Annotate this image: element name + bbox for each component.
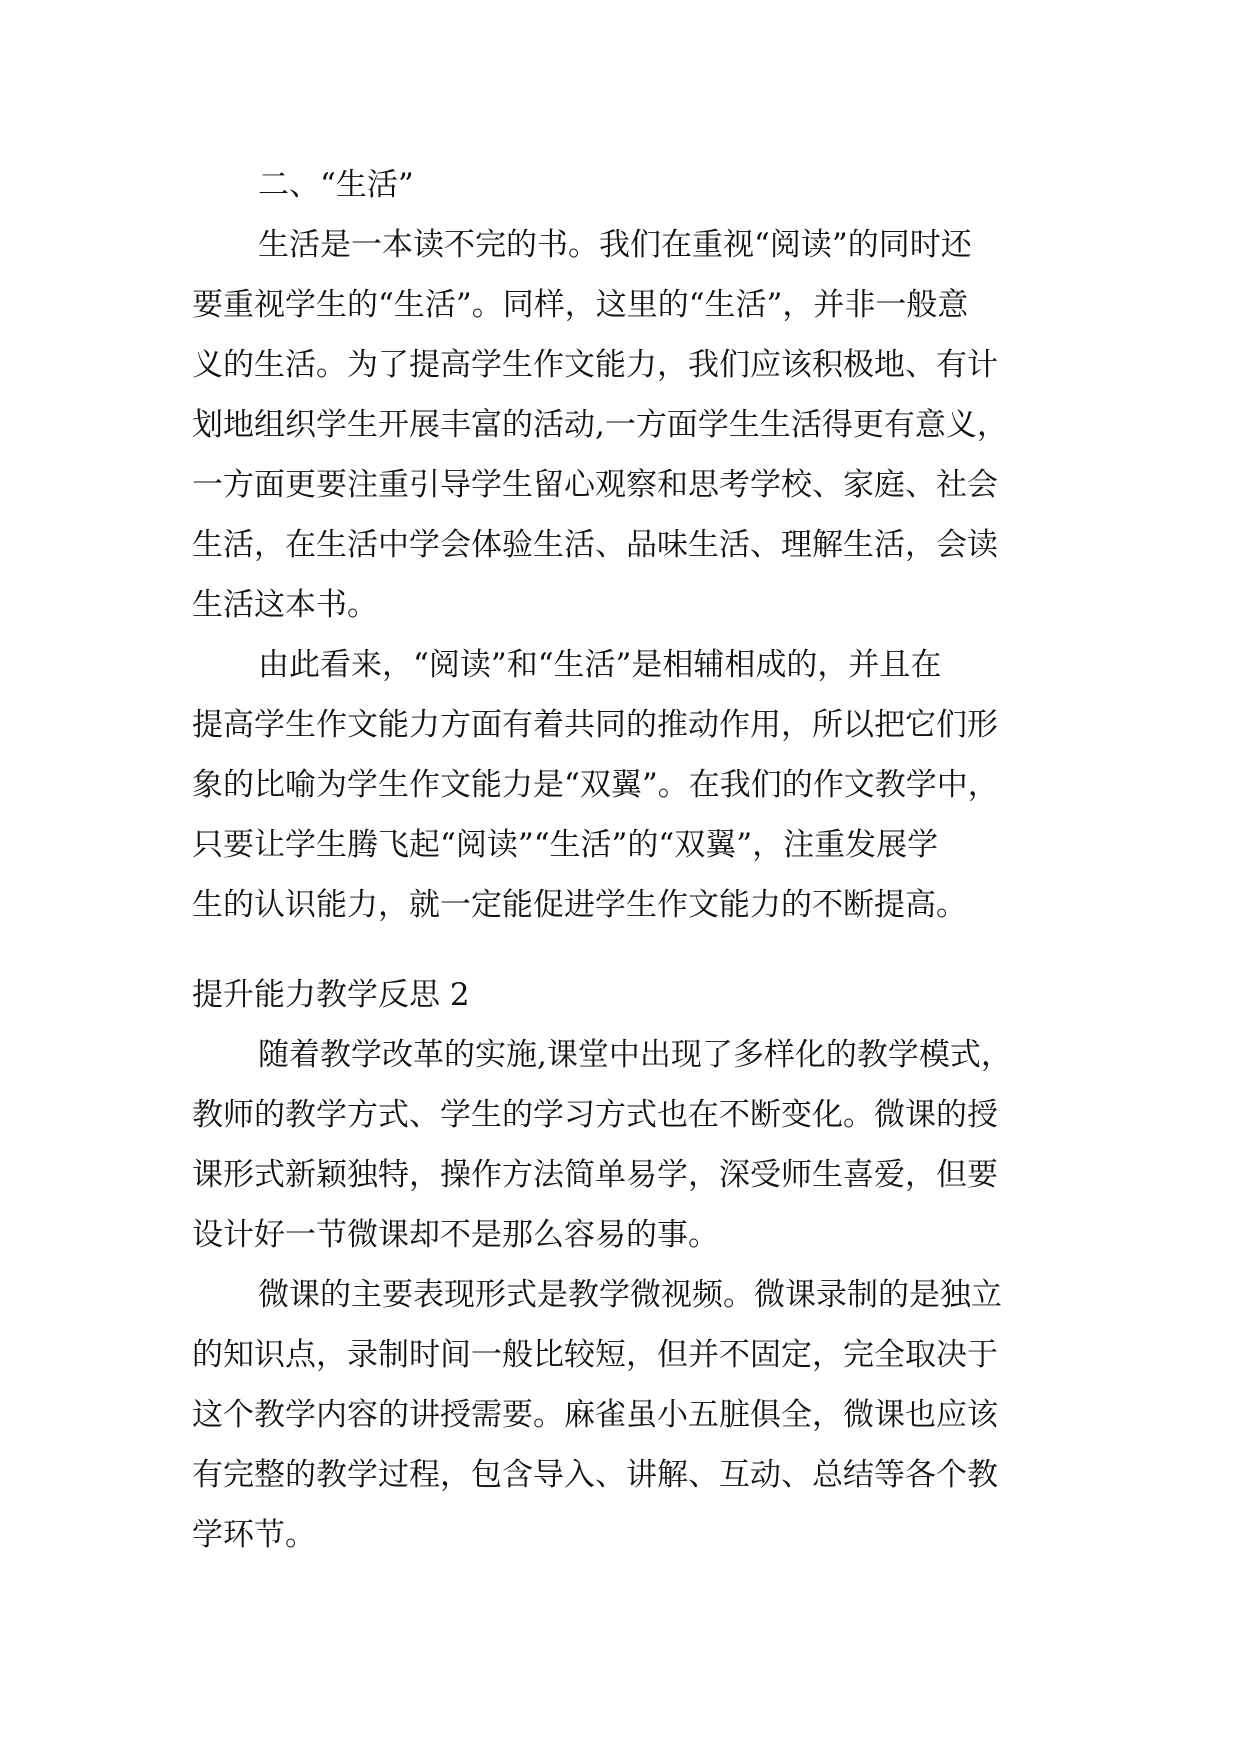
paragraph-line: 课形式新颖独特，操作方法简单易学，深受师生喜爱，但要 <box>192 1157 998 1193</box>
section-one <box>192 155 1052 935</box>
paragraph-line: 只要让学生腾飞起“阅读”“生活”的“双翼”，注重发展学 <box>192 827 939 863</box>
section-heading: 二、“生活” <box>258 167 414 203</box>
section-two <box>192 965 1052 1565</box>
paragraph-line: 这个教学内容的讲授需要。麻雀虽小五脏俱全，微课也应该 <box>192 1397 998 1433</box>
paragraph <box>192 1265 1052 1565</box>
paragraph <box>192 635 1052 935</box>
paragraph-line: 微课的主要表现形式是教学微视频。微课录制的是独立 <box>258 1277 1002 1313</box>
paragraph-line: 随着教学改革的实施,课堂中出现了多样化的教学模式， <box>258 1037 1012 1073</box>
paragraph-line: 设计好一节微课却不是那么容易的事。 <box>192 1217 719 1253</box>
paragraph-line: 由此看来，“阅读”和“生活”是相辅相成的，并且在 <box>258 647 942 683</box>
paragraph-line: 提高学生作文能力方面有着共同的推动作用，所以把它们形 <box>192 707 998 743</box>
paragraph-line: 有完整的教学过程，包含导入、讲解、互动、总结等各个教 <box>192 1457 998 1493</box>
paragraph-line: 要重视学生的“生活”。同样，这里的“生活”，并非一般意 <box>192 287 969 323</box>
paragraph-line: 划地组织学生开展丰富的活动,一方面学生生活得更有意义， <box>192 407 1008 443</box>
paragraph-line: 生活这本书。 <box>192 587 378 623</box>
paragraph-line: 义的生活。为了提高学生作文能力，我们应该积极地、有计 <box>192 347 998 383</box>
paragraph-line: 的知识点，录制时间一般比较短，但并不固定，完全取决于 <box>192 1337 998 1373</box>
paragraph-line: 教师的教学方式、学生的学习方式也在不断变化。微课的授 <box>192 1097 998 1133</box>
paragraph-line: 生活是一本读不完的书。我们在重视“阅读”的同时还 <box>258 227 972 263</box>
paragraph <box>192 215 1052 635</box>
paragraph-line: 生的认识能力，就一定能促进学生作文能力的不断提高。 <box>192 887 967 923</box>
paragraph-line: 一方面更要注重引导学生留心观察和思考学校、家庭、社会 <box>192 467 998 503</box>
paragraph-line: 象的比喻为学生作文能力是“双翼”。在我们的作文教学中， <box>192 767 999 803</box>
paragraph <box>192 1025 1052 1265</box>
section-title: 提升能力教学反思 2 <box>192 977 470 1013</box>
paragraph-line: 学环节。 <box>192 1517 316 1553</box>
paragraph-line: 生活，在生活中学会体验生活、品味生活、理解生活，会读 <box>192 527 998 563</box>
